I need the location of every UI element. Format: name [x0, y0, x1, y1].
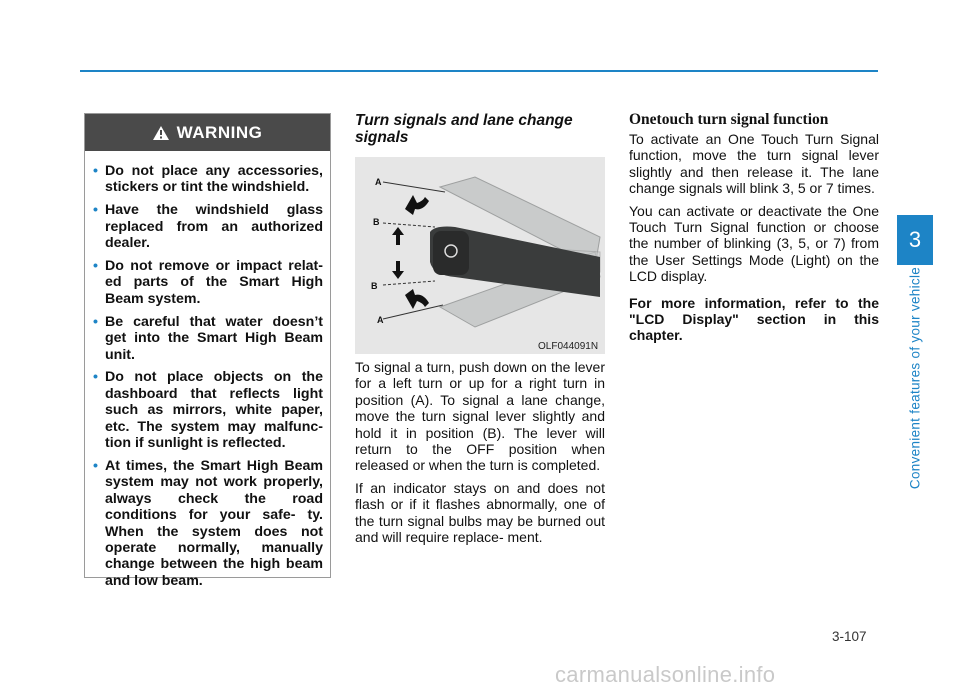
paragraph: You can activate or deactivate the One Touch Turn Signal function or choose the number of blinking (3, 5, or 7) from the User Settings Mode (Light) on the LCD display. — [629, 202, 879, 285]
warning-item: • Do not remove or impact relat- ed parts of the Smart High Beam system. — [93, 258, 323, 307]
warning-item: • Do not place objects on the dashboard that reflects light such as mirrors, white paper, etc. The system may malfunc- tion if sunlight is reflected. — [93, 369, 323, 452]
warning-item: • Be careful that water doesn’t get into the Smart High Beam unit. — [93, 313, 323, 363]
warning-item: • Do not place any accessories, stickers or tint the windshield. — [93, 163, 323, 196]
chapter-tab: 3 — [897, 215, 933, 265]
figure-label-b-bottom: B — [371, 281, 378, 291]
warning-list — [85, 151, 330, 589]
warning-box — [84, 113, 331, 589]
chapter-label: Convenient features of your vehicle — [907, 266, 923, 490]
footer-watermark: carmanualsonline.info — [555, 662, 776, 687]
turn-signal-lever-figure — [355, 157, 605, 354]
warning-item: • At times, the Smart High Beam system may not work properly, always check the road conditions for your safe- ty. When the system does not operate normally, manually change between the high beam and low beam. — [93, 458, 323, 589]
page-number: 3-107 — [832, 629, 867, 644]
warning-item: • Have the windshield glass replaced from an authorized dealer. — [93, 202, 323, 252]
reference-note: For more information, refer to the "LCD Display" section in this chapter. — [629, 294, 879, 344]
warning-title: WARNING — [176, 122, 263, 142]
warning-header — [85, 114, 330, 151]
warning-triangle-icon — [153, 126, 169, 140]
figure-code: OLF044091N — [538, 341, 599, 352]
section-title-turn-signals: Turn signals and lane change signals — [355, 112, 573, 146]
figure-label-a-bottom: A — [377, 315, 384, 325]
top-rule — [80, 70, 878, 72]
section-title-onetouch: Onetouch turn signal function — [629, 111, 829, 128]
onetouch-text — [629, 131, 879, 350]
paragraph: To signal a turn, push down on the lever for a left turn or up for a right turn in position (A). To signal a lane change, move the turn signal lever slightly and hold it in position (B). The lever will return to the OFF position when released or when the turn is completed. — [355, 359, 605, 474]
turn-signal-text — [355, 359, 605, 551]
paragraph: If an indicator stays on and does not flash or if it flashes abnormally, one of the turn signal bulbs may be burned out and will require replace- ment. — [355, 479, 605, 546]
paragraph: To activate an One Touch Turn Signal function, move the turn signal lever slightly and then release it. The lane change signals will blink 3, 5 or 7 times. — [629, 131, 879, 197]
figure-label-a-top: A — [375, 177, 382, 187]
figure-label-b-top: B — [373, 217, 380, 227]
